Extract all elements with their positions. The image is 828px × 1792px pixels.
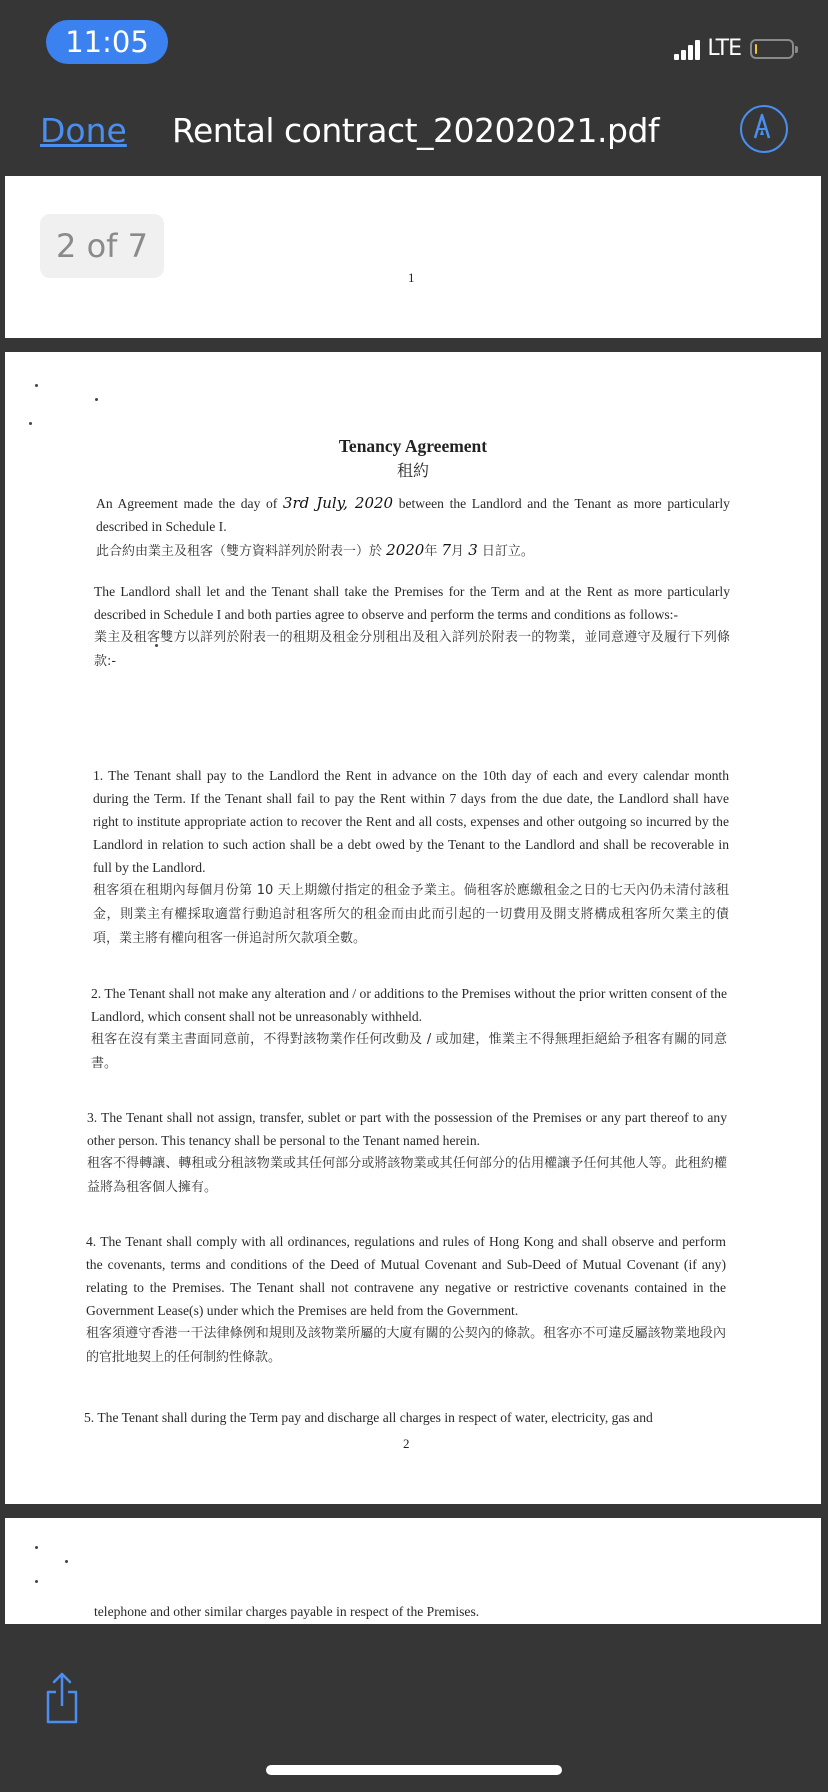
home-indicator[interactable] <box>266 1765 562 1775</box>
status-time[interactable]: 11:05 <box>46 20 168 64</box>
intro-en: An Agreement made the day of 3rd July, 2020 between the Landlord and the Tenant as more particularly described in Schedule I. <box>96 494 730 534</box>
preamble-en: The Landlord shall let and the Tenant shall take the Premises for the Term and at the Rent as more particularly described in Schedule I and both parties agree to observe and perform the terms and conditions as follows:- <box>94 584 730 622</box>
clause-en: 1. The Tenant shall pay to the Landlord the Rent in advance on the 10th day of each and every calendar month during the Term. If the Tenant shall fail to pay the Rent within 7 days from the due date, the Landlord shall have right to institute appropriate action to recover the Rent and all costs, expenses and other outgoing so incurred by the Landlord in relation to such action shall be a debt owed by the Tenant to the Landlord and shall be recoverable in full by the Landlord. <box>93 768 729 875</box>
agreement-title-zh: 租約 <box>396 461 429 480</box>
share-icon[interactable] <box>42 1670 82 1726</box>
done-button[interactable]: Done <box>40 111 127 150</box>
preamble-zh: 業主及租客雙方以詳列於附表一的租期及租金分別租出及租入詳列於附表一的物業，並同意遵守及履行下列條款:- <box>94 630 730 669</box>
clause-zh: 租客須在租期內每個月份第 10 天上期繳付指定的租金予業主。倘租客於應繳租金之日的七天內仍未清付該租金，則業主有權採取適當行動追討租客所欠的租金而由此而引起的一切費用及開支將構成租客所欠業主的債項，業主將有權向租客一併追討所欠款項全數。 <box>93 883 729 946</box>
clause-4 <box>86 1230 726 1370</box>
clause-en: 2. The Tenant shall not make any alteration and / or additions to the Premises without the prior written consent of the Landlord, which consent shall not be unreasonably withheld. <box>91 986 727 1024</box>
markup-pen-icon[interactable] <box>740 105 788 153</box>
agreement-title: Tenancy Agreement <box>338 436 488 456</box>
pdf-page-3[interactable] <box>5 1518 821 1624</box>
clause-5 <box>84 1406 726 1429</box>
page-number: 1 <box>408 270 415 285</box>
clause-en: 4. The Tenant shall comply with all ordinances, regulations and rules of Hong Kong and shall observe and perform the covenants, terms and conditions of the Deed of Mutual Covenant and Sub-Deed of Mutual Covenant (if any) relating to the Premises. The Tenant shall not contravene any negative or restrictive covenants contained in the Government Lease(s) under which the Premises are held from the Government. <box>86 1234 726 1318</box>
clause-3 <box>87 1106 727 1200</box>
pdf-page-2[interactable] <box>5 352 821 1504</box>
clause-en: 5. The Tenant shall during the Term pay and discharge all charges in respect of water, electricity, gas and <box>84 1410 653 1425</box>
clause-1 <box>93 764 729 951</box>
battery-icon <box>750 39 794 59</box>
clause-2 <box>91 982 727 1076</box>
continued-text: telephone and other similar charges payable in respect of the Premises. <box>94 1604 480 1619</box>
network-type: LTE <box>707 36 741 61</box>
document-title: Rental contract_20202021.pdf <box>172 111 660 150</box>
page-indicator: 2 of 7 <box>40 214 164 278</box>
nav-bar <box>0 95 828 175</box>
intro-section <box>96 492 730 564</box>
clause-en: 3. The Tenant shall not assign, transfer, sublet or part with the possession of the Premises or any part thereof to any other person. This tenancy shall be personal to the Tenant named herein. <box>87 1110 727 1148</box>
page-number: 2 <box>403 1436 410 1451</box>
handwritten-date: 3rd July, 2020 <box>282 494 394 512</box>
status-bar <box>0 0 828 90</box>
clause-zh: 租客須遵守香港一干法律條例和規則及該物業所屬的大廈有關的公契內的條款。租客亦不可違反屬該物業地段內的官批地契上的任何制約性條款。 <box>86 1326 726 1365</box>
clause-zh: 租客在沒有業主書面同意前，不得對該物業作任何改動及 / 或加建，惟業主不得無理拒絕給予租客有關的同意書。 <box>91 1032 727 1071</box>
signal-icon <box>674 38 700 60</box>
clause-zh: 租客不得轉讓、轉租或分租該物業或其任何部分或將該物業或其任何部分的佔用權讓予任何其他人等。此租約權益將為租客個人擁有。 <box>87 1156 727 1195</box>
preamble-section <box>94 580 730 674</box>
intro-zh: 此合約由業主及租客（雙方資料詳列於附表一）於 2020年 7月 3 日訂立。 <box>96 541 534 559</box>
status-indicators <box>674 36 794 61</box>
